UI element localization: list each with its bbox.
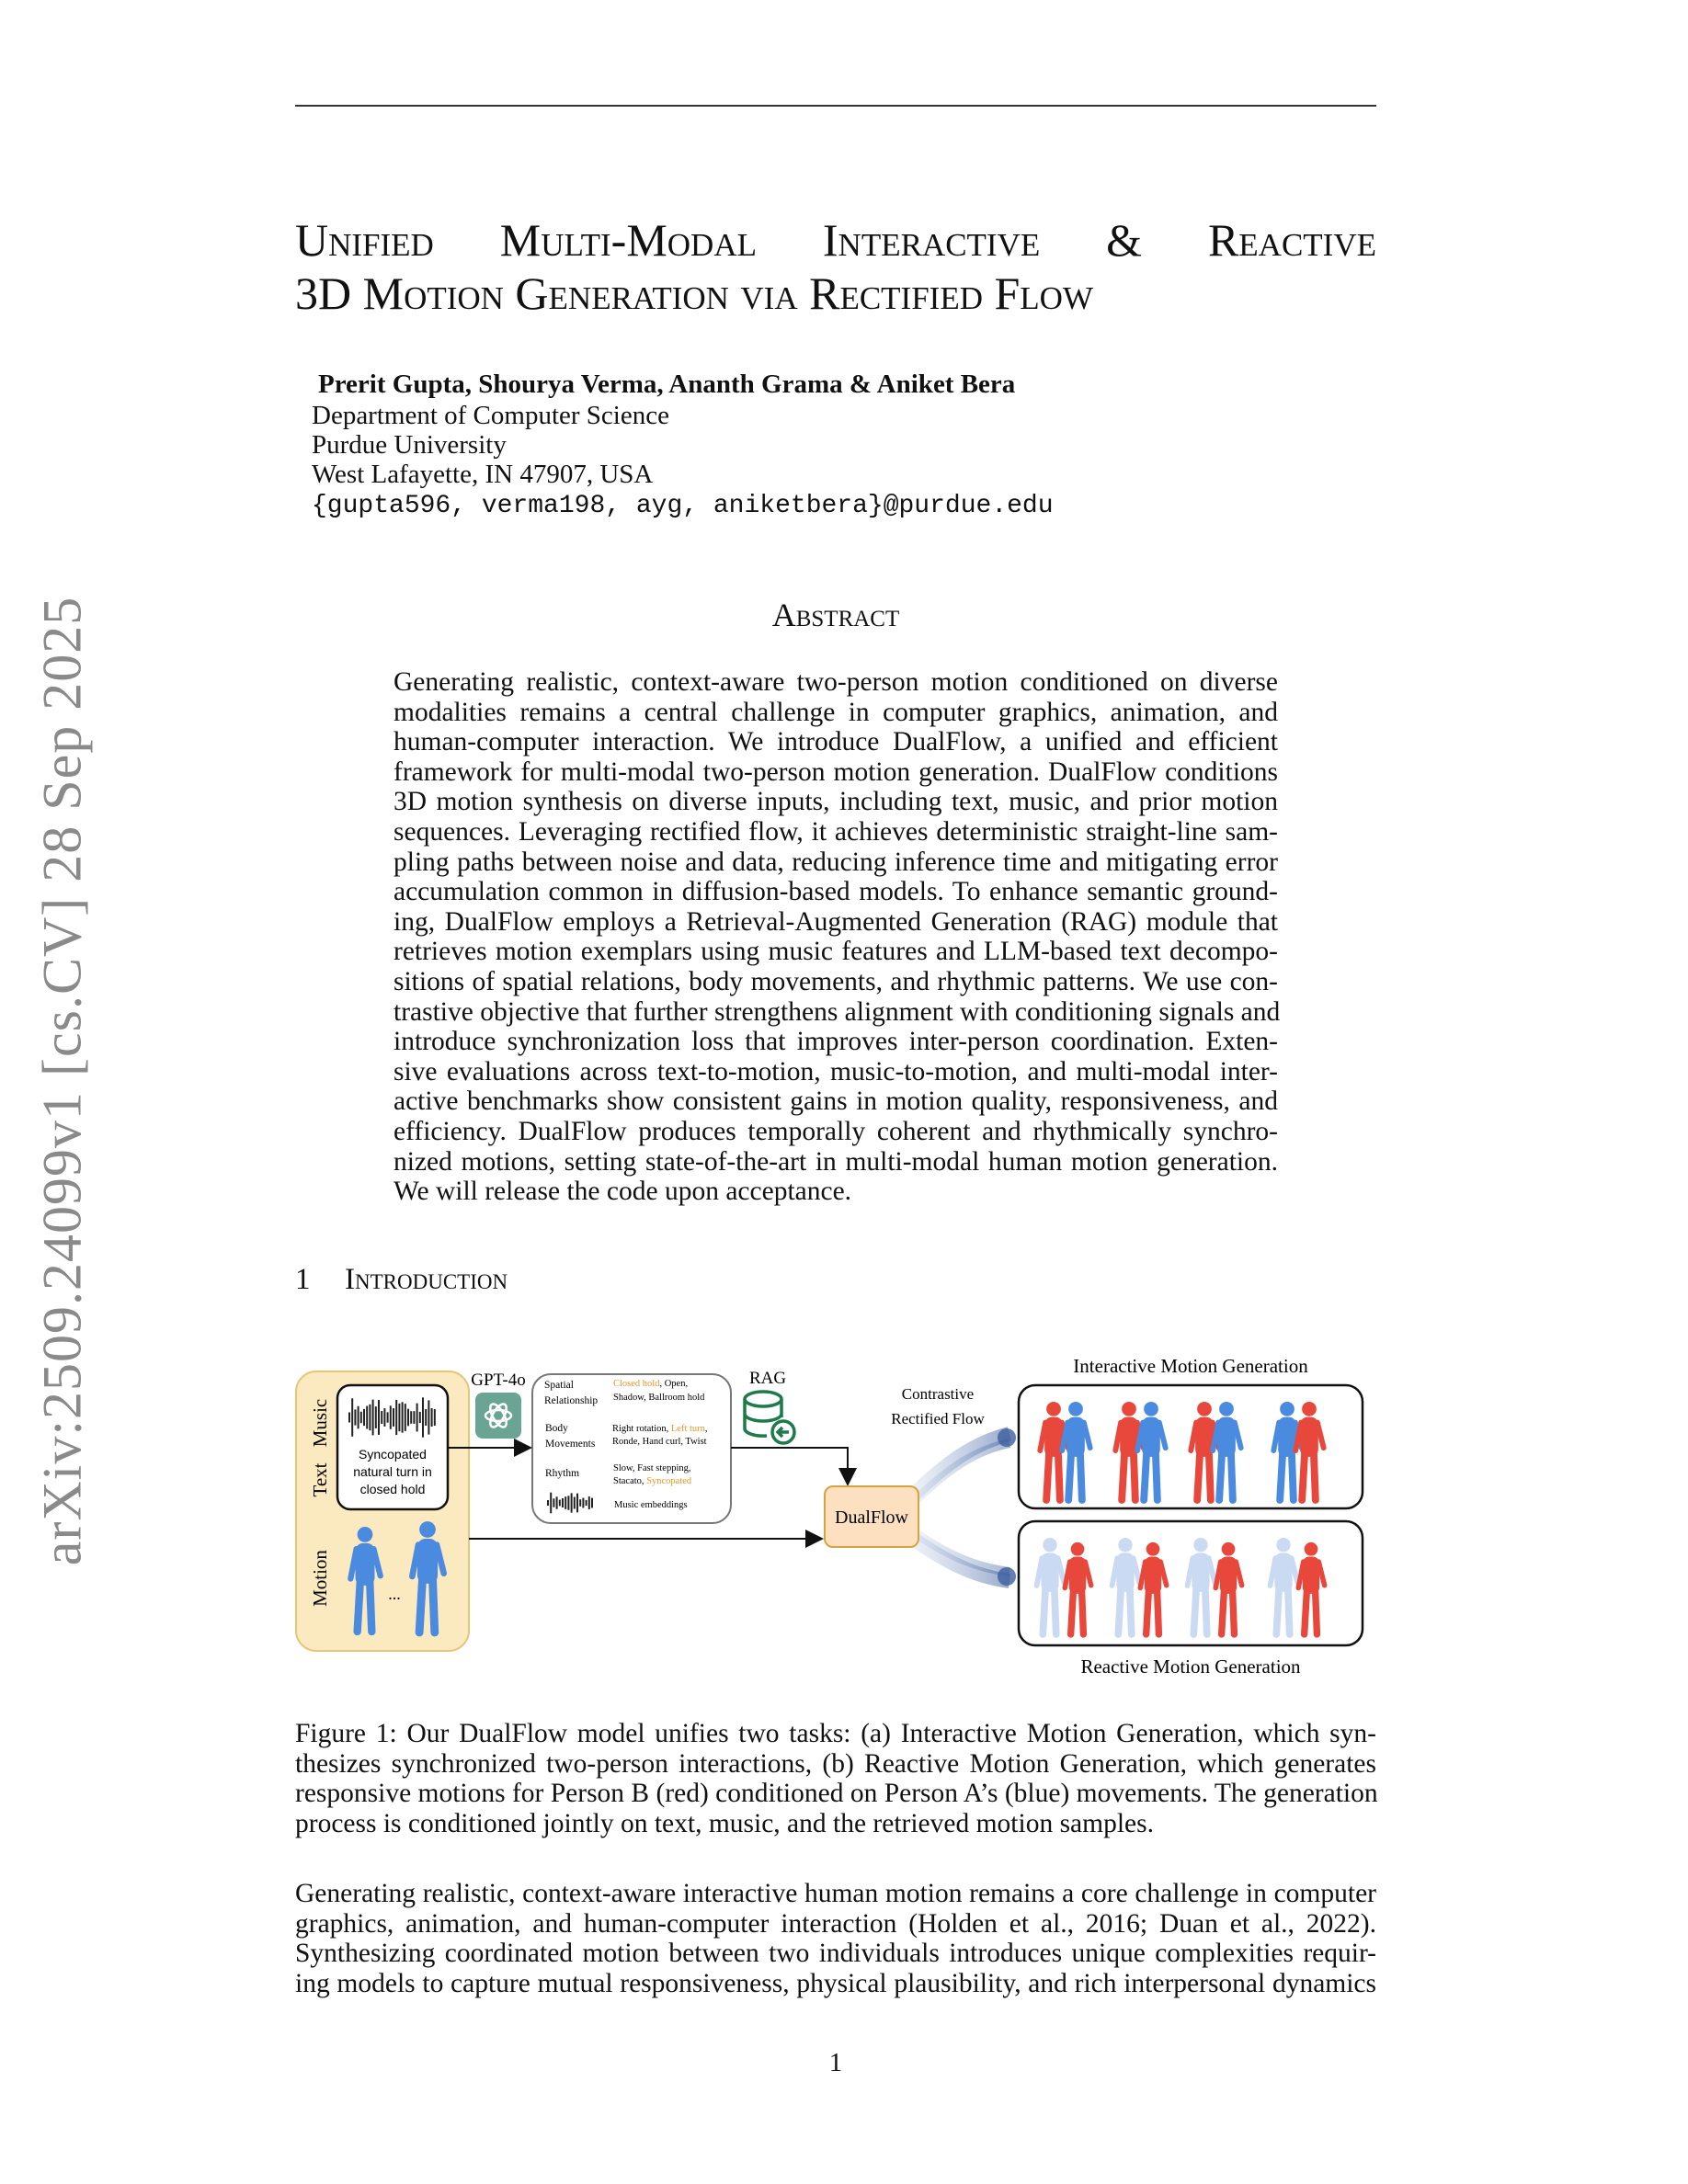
motion-label: Motion: [309, 1550, 331, 1607]
text-line: sive evaluations across text-to-motion, music-to-motion, and multi-modal inter-: [393, 1056, 1278, 1086]
music-label: Music: [309, 1398, 331, 1448]
text-line: process is conditioned jointly on text, music, and the retrieved motion samples.: [295, 1808, 1154, 1838]
text-line: responsive motions for Person B (red) conditioned on Person A’s (blue) movements. The generation: [295, 1779, 1378, 1809]
text-line: thesizes synchronized two-person interactions, (b) Reactive Motion Generation, which generates: [295, 1748, 1376, 1779]
text-line: accumulation common in diffusion-based models. To enhance semantic ground-: [393, 877, 1278, 907]
text-line: trastive objective that further strengthens alignment with conditioning signals and: [393, 996, 1281, 1027]
rhythm-values: Slow, Fast stepping,: [613, 1463, 691, 1473]
rectified-flow-streams: [910, 1428, 1016, 1586]
text-line: Synthesizing coordinated motion between two individuals introduces unique complexities requir-: [295, 1939, 1376, 1969]
music-embeddings-label: Music embeddings: [614, 1500, 688, 1510]
affiliation-department: Department of Computer Science: [312, 401, 669, 430]
authors: Prerit Gupta, Shourya Verma, Ananth Grama & Aniket Bera: [318, 370, 1016, 399]
svg-text:Stacato, Syncopated: [613, 1476, 692, 1486]
rhythm-values: Stacato,: [613, 1476, 647, 1486]
affiliation-address: West Lafayette, IN 47907, USA: [312, 460, 654, 489]
paper-title-line-2: 3D Motion Generation via Rectified Flow: [295, 267, 1093, 319]
text-line: Figure 1: Our DualFlow model unifies two tasks: (a) Interactive Motion Generation, which syn-: [295, 1719, 1376, 1748]
text-line: modalities remains a central challenge in computer graphics, animation, and: [393, 697, 1278, 727]
gpt-logo-icon: [475, 1393, 521, 1439]
text-prompt-line: Syncopated: [359, 1447, 427, 1462]
affiliation-university: Purdue University: [312, 430, 507, 460]
highlight-closed-hold: Closed hold: [613, 1379, 660, 1389]
spatial-label: Relationship: [544, 1395, 599, 1406]
text-line: 3D motion synthesis on diverse inputs, including text, music, and prior motion: [393, 787, 1278, 817]
text-label: Text: [309, 1462, 331, 1497]
spatial-values: Shadow, Ballroom hold: [613, 1393, 705, 1403]
page-number: 1: [828, 2048, 843, 2077]
highlight-syncopated: Syncopated: [646, 1476, 692, 1486]
rag-label: RAG: [748, 1369, 787, 1388]
flow-label: Contrastive: [901, 1385, 975, 1403]
body-label: Movements: [545, 1439, 596, 1450]
introduction-paragraph: [295, 1879, 1376, 1998]
svg-text:Right rotation, Left turn,: [612, 1424, 708, 1434]
ellipsis: ...: [388, 1585, 401, 1603]
text-line: efficiency. DualFlow produces temporally coherent and rhythmically synchro-: [393, 1116, 1278, 1146]
text-line: Generating realistic, context-aware interactive human motion remains a core challenge in computer: [295, 1879, 1376, 1908]
gpt-label: GPT-4o: [471, 1371, 526, 1390]
text-line: retrieves motion exemplars using music features and LLM-based text decompo-: [393, 937, 1278, 967]
arxiv-identifier: arXiv:2509.24099v1 [cs.CV] 28 Sep 2025: [31, 596, 93, 1566]
flow-label: Rectified Flow: [891, 1410, 985, 1428]
text-line: Generating realistic, context-aware two-person motion conditioned on diverse: [393, 667, 1278, 697]
section-heading-introduction: [295, 1263, 508, 1297]
abstract-text: [393, 667, 1281, 1207]
highlight-left-turn: Left turn: [670, 1424, 705, 1434]
text-line: introduce synchronization loss that improves inter-person coordination. Exten-: [393, 1027, 1278, 1057]
dualflow-label: DualFlow: [835, 1507, 908, 1528]
text-line: graphics, animation, and human-computer interaction (Holden et al., 2016; Duan et al., 2022).: [295, 1908, 1376, 1939]
text-line: We will release the code upon acceptance.: [393, 1177, 852, 1207]
text-line: ing models to capture mutual responsiveness, physical plausibility, and rich interpersonal dynamics: [295, 1968, 1376, 1998]
section-title: Introduction: [345, 1263, 508, 1296]
text-line: ing, DualFlow employs a Retrieval-Augmented Generation (RAG) module that: [393, 906, 1278, 937]
text-line: active benchmarks show consistent gains in motion quality, responsiveness, and: [393, 1086, 1278, 1117]
spatial-label: Spatial: [544, 1380, 574, 1391]
body-label: Body: [545, 1423, 568, 1434]
interactive-generation-label: Interactive Motion Generation: [1073, 1355, 1308, 1377]
body-values: Right rotation,: [612, 1424, 671, 1434]
database-retrieval-icon: [745, 1392, 794, 1443]
text-line: framework for multi-modal two-person motion generation. DualFlow conditions: [393, 756, 1278, 787]
svg-text:Closed hold, Open,: [613, 1379, 688, 1389]
text-line: sequences. Leveraging rectified flow, it achieves deterministic straight-line sam-: [393, 816, 1278, 847]
text-line: human-computer interaction. We introduce DualFlow, a unified and efficient: [393, 727, 1278, 757]
text-prompt-line: natural turn in: [353, 1464, 432, 1479]
reactive-generation-label: Reactive Motion Generation: [1080, 1655, 1301, 1678]
text-line: pling paths between noise and data, reducing inference time and mitigating error: [393, 847, 1278, 877]
body-values: ,: [704, 1424, 708, 1434]
header-rule: [295, 105, 1376, 107]
arrow-rag-to-dualflow: [731, 1448, 848, 1484]
text-line: nized motions, setting state-of-the-art in multi-modal human motion generation.: [393, 1146, 1278, 1177]
rhythm-label: Rhythm: [545, 1468, 580, 1479]
figure-1-diagram: [276, 1342, 1397, 1710]
abstract-heading: Abstract: [771, 597, 900, 633]
figure-caption: [295, 1719, 1376, 1838]
paper-title-line-1: Unified Multi-Modal Interactive & Reactive: [295, 214, 1376, 266]
spatial-values: , Open,: [659, 1379, 689, 1389]
body-values: Ronde, Hand curl, Twist: [612, 1437, 707, 1447]
author-emails: {gupta596, verma198, ayg, aniketbera}@purdue.edu: [312, 492, 1054, 520]
text-prompt-line: closed hold: [359, 1482, 426, 1496]
section-number: 1: [295, 1263, 311, 1296]
text-line: sitions of spatial relations, body movements, and rhythmic patterns. We use con-: [393, 966, 1278, 996]
